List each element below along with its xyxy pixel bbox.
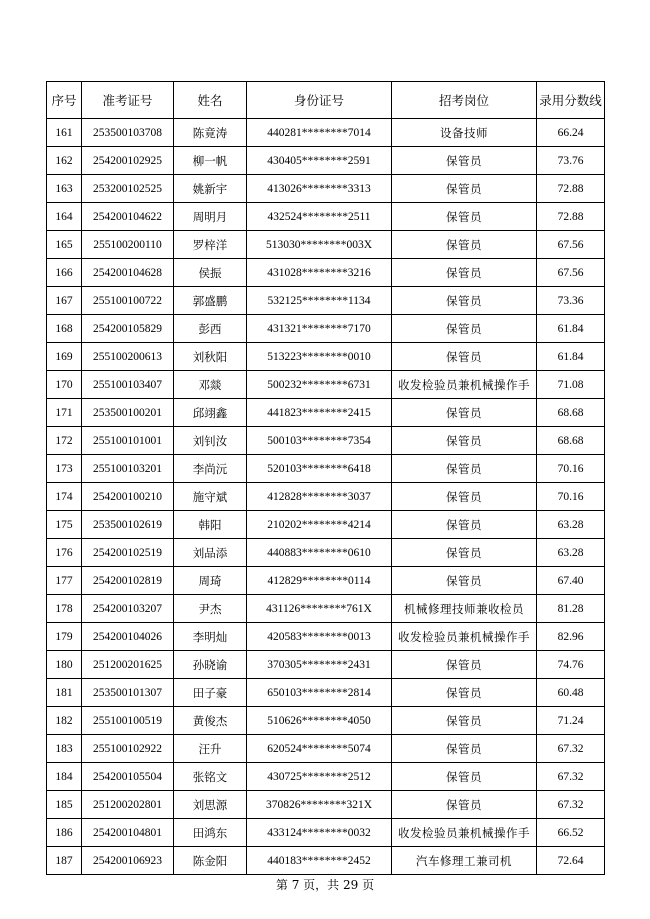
cell-score-line: 71.24 — [537, 707, 605, 735]
cell-position: 保管员 — [392, 483, 537, 511]
header-score-line: 录用分数线 — [537, 82, 605, 119]
cell-name: 汪升 — [174, 735, 247, 763]
cell-serial: 184 — [47, 763, 82, 791]
cell-position: 保管员 — [392, 259, 537, 287]
cell-name: 侯振 — [174, 259, 247, 287]
table-row — [47, 119, 605, 147]
cell-serial: 171 — [47, 399, 82, 427]
cell-name: 韩阳 — [174, 511, 247, 539]
table-row — [47, 175, 605, 203]
cell-exam-number: 255100103201 — [82, 455, 174, 483]
table-row — [47, 231, 605, 259]
cell-exam-number: 253500101307 — [82, 679, 174, 707]
cell-name: 刘思源 — [174, 791, 247, 819]
cell-position: 保管员 — [392, 287, 537, 315]
table-row — [47, 567, 605, 595]
cell-serial: 163 — [47, 175, 82, 203]
table-row — [47, 287, 605, 315]
cell-name: 周明月 — [174, 203, 247, 231]
cell-name: 施守斌 — [174, 483, 247, 511]
header-exam-number: 准考证号 — [82, 82, 174, 119]
cell-name: 刘钊汝 — [174, 427, 247, 455]
cell-position: 机械修理技师兼收检员 — [392, 595, 537, 623]
cell-serial: 170 — [47, 371, 82, 399]
cell-name: 罗梓洋 — [174, 231, 247, 259]
table-row — [47, 371, 605, 399]
cell-id-number: 370826********321X — [247, 791, 392, 819]
cell-position: 保管员 — [392, 231, 537, 259]
cell-exam-number: 253500100201 — [82, 399, 174, 427]
cell-exam-number: 251200201625 — [82, 651, 174, 679]
cell-name: 柳一帆 — [174, 147, 247, 175]
cell-position: 保管员 — [392, 315, 537, 343]
cell-serial: 185 — [47, 791, 82, 819]
table-row — [47, 483, 605, 511]
cell-position: 保管员 — [392, 175, 537, 203]
cell-exam-number: 254200105829 — [82, 315, 174, 343]
cell-id-number: 650103********2814 — [247, 679, 392, 707]
cell-id-number: 430725********2512 — [247, 763, 392, 791]
header-id-number: 身份证号 — [247, 82, 392, 119]
cell-serial: 167 — [47, 287, 82, 315]
cell-id-number: 420583********0013 — [247, 623, 392, 651]
cell-serial: 178 — [47, 595, 82, 623]
cell-name: 周琦 — [174, 567, 247, 595]
cell-serial: 177 — [47, 567, 82, 595]
table-row — [47, 763, 605, 791]
cell-id-number: 210202********4214 — [247, 511, 392, 539]
cell-name: 刘秋阳 — [174, 343, 247, 371]
cell-score-line: 61.84 — [537, 315, 605, 343]
cell-serial: 187 — [47, 847, 82, 875]
cell-score-line: 67.32 — [537, 763, 605, 791]
table-row — [47, 623, 605, 651]
cell-score-line: 67.40 — [537, 567, 605, 595]
cell-score-line: 70.16 — [537, 483, 605, 511]
header-position: 招考岗位 — [392, 82, 537, 119]
cell-position: 保管员 — [392, 203, 537, 231]
cell-score-line: 73.36 — [537, 287, 605, 315]
cell-name: 邓燚 — [174, 371, 247, 399]
cell-exam-number: 255100102922 — [82, 735, 174, 763]
cell-score-line: 71.08 — [537, 371, 605, 399]
cell-id-number: 431126********761X — [247, 595, 392, 623]
cell-id-number: 413026********3313 — [247, 175, 392, 203]
cell-score-line: 74.76 — [537, 651, 605, 679]
cell-score-line: 61.84 — [537, 343, 605, 371]
cell-position: 保管员 — [392, 679, 537, 707]
cell-position: 保管员 — [392, 539, 537, 567]
cell-serial: 165 — [47, 231, 82, 259]
cell-exam-number: 254200105504 — [82, 763, 174, 791]
cell-serial: 180 — [47, 651, 82, 679]
cell-id-number: 513223********0010 — [247, 343, 392, 371]
cell-score-line: 68.68 — [537, 399, 605, 427]
cell-id-number: 370305********2431 — [247, 651, 392, 679]
cell-id-number: 430405********2591 — [247, 147, 392, 175]
cell-score-line: 73.76 — [537, 147, 605, 175]
table-row — [47, 511, 605, 539]
cell-id-number: 510626********4050 — [247, 707, 392, 735]
cell-id-number: 431321********7170 — [247, 315, 392, 343]
cell-name: 郭盛鹏 — [174, 287, 247, 315]
cell-id-number: 433124********0032 — [247, 819, 392, 847]
table-row — [47, 455, 605, 483]
cell-name: 李明灿 — [174, 623, 247, 651]
table-row — [47, 735, 605, 763]
cell-name: 孙晓谕 — [174, 651, 247, 679]
cell-name: 李尚沅 — [174, 455, 247, 483]
cell-serial: 162 — [47, 147, 82, 175]
table-header-row — [47, 82, 605, 119]
cell-name: 尹杰 — [174, 595, 247, 623]
cell-exam-number: 253500102619 — [82, 511, 174, 539]
cell-id-number: 432524********2511 — [247, 203, 392, 231]
cell-exam-number: 254200106923 — [82, 847, 174, 875]
cell-position: 保管员 — [392, 455, 537, 483]
cell-serial: 169 — [47, 343, 82, 371]
cell-exam-number: 253200102525 — [82, 175, 174, 203]
cell-position: 收发检验员兼机械操作手 — [392, 371, 537, 399]
table-row — [47, 203, 605, 231]
cell-serial: 176 — [47, 539, 82, 567]
cell-score-line: 63.28 — [537, 511, 605, 539]
cell-id-number: 620524********5074 — [247, 735, 392, 763]
table-row — [47, 651, 605, 679]
cell-id-number: 431028********3216 — [247, 259, 392, 287]
cell-exam-number: 255100100722 — [82, 287, 174, 315]
cell-position: 保管员 — [392, 791, 537, 819]
cell-position: 收发检验员兼机械操作手 — [392, 623, 537, 651]
cell-exam-number: 253500103708 — [82, 119, 174, 147]
cell-exam-number: 255100200613 — [82, 343, 174, 371]
cell-score-line: 81.28 — [537, 595, 605, 623]
cell-name: 姚新宇 — [174, 175, 247, 203]
cell-position: 保管员 — [392, 707, 537, 735]
cell-id-number: 440883********0610 — [247, 539, 392, 567]
cell-exam-number: 254200102819 — [82, 567, 174, 595]
cell-score-line: 67.32 — [537, 735, 605, 763]
header-serial: 序号 — [47, 82, 82, 119]
cell-name: 田子豪 — [174, 679, 247, 707]
page-footer: 第 7 页，共 29 页 — [275, 878, 375, 892]
results-table — [46, 81, 605, 875]
table-row — [47, 707, 605, 735]
cell-id-number: 513030********003X — [247, 231, 392, 259]
cell-exam-number: 254200100210 — [82, 483, 174, 511]
table-row — [47, 427, 605, 455]
cell-exam-number: 255100200110 — [82, 231, 174, 259]
cell-score-line: 72.88 — [537, 175, 605, 203]
cell-serial: 175 — [47, 511, 82, 539]
cell-score-line: 60.48 — [537, 679, 605, 707]
table-row — [47, 315, 605, 343]
cell-id-number: 500232********6731 — [247, 371, 392, 399]
cell-exam-number: 254200102519 — [82, 539, 174, 567]
cell-score-line: 68.68 — [537, 427, 605, 455]
cell-score-line: 67.56 — [537, 231, 605, 259]
cell-id-number: 412829********0114 — [247, 567, 392, 595]
cell-id-number: 441823********2415 — [247, 399, 392, 427]
cell-name: 田鸿东 — [174, 819, 247, 847]
table-row — [47, 847, 605, 875]
cell-position: 保管员 — [392, 735, 537, 763]
cell-exam-number: 255100100519 — [82, 707, 174, 735]
cell-serial: 173 — [47, 455, 82, 483]
cell-serial: 161 — [47, 119, 82, 147]
cell-serial: 179 — [47, 623, 82, 651]
cell-exam-number: 254200104622 — [82, 203, 174, 231]
cell-name: 陈金阳 — [174, 847, 247, 875]
cell-score-line: 66.24 — [537, 119, 605, 147]
cell-score-line: 72.64 — [537, 847, 605, 875]
cell-id-number: 532125********1134 — [247, 287, 392, 315]
cell-serial: 172 — [47, 427, 82, 455]
cell-exam-number: 254200102925 — [82, 147, 174, 175]
cell-position: 保管员 — [392, 399, 537, 427]
cell-serial: 166 — [47, 259, 82, 287]
cell-exam-number: 254200103207 — [82, 595, 174, 623]
cell-exam-number: 254200104026 — [82, 623, 174, 651]
cell-id-number: 440183********2452 — [247, 847, 392, 875]
cell-score-line: 72.88 — [537, 203, 605, 231]
cell-name: 黄俊杰 — [174, 707, 247, 735]
cell-id-number: 440281********7014 — [247, 119, 392, 147]
table-row — [47, 791, 605, 819]
table-row — [47, 343, 605, 371]
cell-serial: 182 — [47, 707, 82, 735]
header-name: 姓名 — [174, 82, 247, 119]
cell-exam-number: 254200104628 — [82, 259, 174, 287]
table-row — [47, 595, 605, 623]
cell-score-line: 66.52 — [537, 819, 605, 847]
cell-name: 彭西 — [174, 315, 247, 343]
cell-position: 保管员 — [392, 343, 537, 371]
cell-position: 汽车修理工兼司机 — [392, 847, 537, 875]
cell-name: 张铭文 — [174, 763, 247, 791]
cell-score-line: 63.28 — [537, 539, 605, 567]
cell-name: 邱翊鑫 — [174, 399, 247, 427]
cell-score-line: 67.32 — [537, 791, 605, 819]
cell-exam-number: 251200202801 — [82, 791, 174, 819]
cell-position: 保管员 — [392, 427, 537, 455]
cell-score-line: 82.96 — [537, 623, 605, 651]
cell-name: 陈竟涛 — [174, 119, 247, 147]
table-row — [47, 399, 605, 427]
cell-name: 刘品添 — [174, 539, 247, 567]
table-row — [47, 539, 605, 567]
cell-serial: 181 — [47, 679, 82, 707]
cell-exam-number: 255100101001 — [82, 427, 174, 455]
cell-serial: 174 — [47, 483, 82, 511]
cell-position: 保管员 — [392, 651, 537, 679]
cell-serial: 168 — [47, 315, 82, 343]
cell-exam-number: 255100103407 — [82, 371, 174, 399]
table-row — [47, 259, 605, 287]
table-row — [47, 819, 605, 847]
cell-position: 保管员 — [392, 147, 537, 175]
cell-id-number: 500103********7354 — [247, 427, 392, 455]
table-row — [47, 679, 605, 707]
cell-position: 保管员 — [392, 511, 537, 539]
cell-serial: 186 — [47, 819, 82, 847]
cell-position: 设备技师 — [392, 119, 537, 147]
table-row — [47, 147, 605, 175]
cell-position: 保管员 — [392, 763, 537, 791]
cell-serial: 183 — [47, 735, 82, 763]
cell-position: 收发检验员兼机械操作手 — [392, 819, 537, 847]
cell-exam-number: 254200104801 — [82, 819, 174, 847]
cell-serial: 164 — [47, 203, 82, 231]
cell-id-number: 412828********3037 — [247, 483, 392, 511]
cell-position: 保管员 — [392, 567, 537, 595]
cell-score-line: 67.56 — [537, 259, 605, 287]
cell-score-line: 70.16 — [537, 455, 605, 483]
cell-id-number: 520103********6418 — [247, 455, 392, 483]
